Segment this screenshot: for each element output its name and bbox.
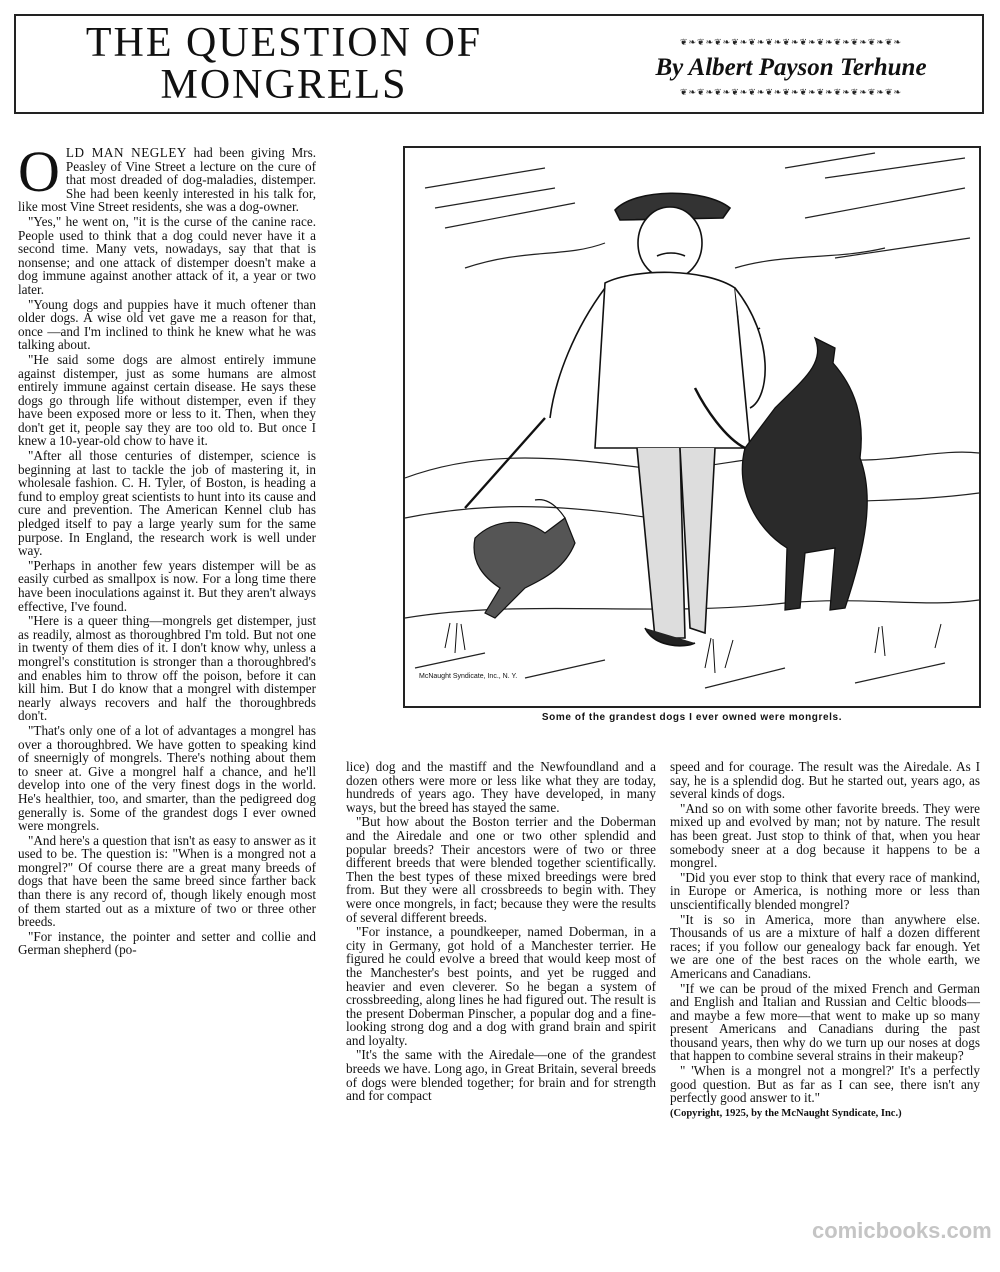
article-column-1 <box>18 139 317 1264</box>
copyright-notice: (Copyright, 1925, by the McNaught Syndicate, Inc.) <box>670 1107 902 1119</box>
paragraph: "It's the same with the Airedale—one of the grandest breeds we have. Long ago, in Great Britain, several breeds of dogs were blended together; for brain and for strength and for compact <box>346 1047 656 1104</box>
paragraph: "If we can be proud of the mixed French and German and English and Italian and Russian and Celtic bloods—and maybe a few more—that went to make up so many present Americans and Canadians during the past thousand years, then why do we turn up our noses at dogs that happen to combine several strains in their makeup? <box>670 980 980 1064</box>
drop-cap: O <box>18 139 60 204</box>
paragraph: "Perhaps in another few years distemper will be as easily curbed as smallpox is now. For a long time there have been inoculations against it. But they aren't always effective, I've found. <box>18 557 316 614</box>
byline: By Albert Payson Terhune <box>655 54 927 81</box>
watermark: comicbooks.com <box>812 1218 992 1243</box>
paragraph: "He said some dogs are almost entirely immune against distemper, just as some humans are almost entirely immune against certain disease. He says these dogs go through life without distemper, even if they have been exposed more or less to it. Then, when they don't get it, people say they are too old to. But once I knew a 10-year-old chow to have it. <box>18 351 316 449</box>
byline-block <box>606 38 976 98</box>
paragraph: "Young dogs and puppies have it much oftener than older dogs. A wise old vet gave me a reason for that, once —and I'm inclined to think he knew what he was talking about. <box>18 296 316 353</box>
paragraph: "For instance, a poundkeeper, named Doberman, in a city in Germany, got hold of a Manchester terrier. He figured he could evolve a breed that would keep most of the Manchester's best points, and yet be rugged and heavier and even cleverer. So he began a system of crossbreeding, along lines he had figured out. The result is the present Doberman Pinscher, a popular dog and a fine-looking strong dog and a dog with grand brain and spirit and loyalty. <box>346 924 656 1048</box>
paragraph: " 'When is a mongrel not a mongrel?' It's a perfectly good question. But as far as I can see, there isn't any perfectly good answer to it." <box>670 1063 980 1106</box>
paragraph: "And so on with some other favorite breeds. They were mixed up and evolved by man; not by nature. The result has been great. Just stop to think of that, when you hear somebody sneer at a dog because it happens to be a mongrel. <box>670 800 980 871</box>
paragraph: "But how about the Boston terrier and the Doberman and the Airedale and one or two other splendid and popular breeds? Their ancestors were of two or three different breeds that were blended together scientifically. Then the best types of these mixed breedings were bred from. But they were all crossbreeds to begin with. They were once mongrels, in fact; because they were the results of several different breeds. <box>346 814 656 925</box>
paragraph-1-text: had been giving Mrs. Peasley of Vine Street a lecture on the cure of that most dreaded of dog-maladies, distemper. She had been keenly interested in his talk for, like most Vine Street residents, she was a dog-owner. <box>18 145 317 215</box>
article-column-3 <box>670 760 980 1260</box>
paragraph: "Here is a queer thing—mongrels get distemper, just as readily, almost as thoroughbred I'm told. But not one in twenty of them dies of it. I don't know why, unless a mongrel's constitution is stronger than a thoroughbred's and enables him to throw off the poison, before it can kill him. But I do know that a mongrel with distemper nearly always recovers and half the thoroughbreds don't. <box>18 613 316 724</box>
illustration-man-with-dogs <box>403 146 981 708</box>
header-box <box>14 14 984 114</box>
paragraph: "For instance, the pointer and setter and collie and German shepherd (po- <box>18 928 316 958</box>
illustration-caption: Some of the grandest dogs I ever owned were mongrels. <box>541 712 843 723</box>
paragraph: lice) dog and the mastiff and the Newfoundland and a dozen others were more or less like what they are today, hundreds of years ago. They have developed, in many ways, but the breed has stayed the same. <box>346 759 656 815</box>
ornament-top: ❦❧❦❧❦❧❦❧❦❧❦❧❦❧❦❧❦❧❦❧❦❧❦❧❦❧ <box>679 38 903 48</box>
paragraph: speed and for courage. The result was the Airedale. As I say, he is a splendid dog. But he started out, years ago, as several kinds of dogs. <box>670 759 980 802</box>
paragraph: "And here's a question that isn't as easy to answer as it used to be. The question is: "When is a mongred not a mongrel?" Of course there are a great many breeds of dogs that have been the same breed since farther back than there is any record of, though likely enough most of them started out as a mixture of two or three other breeds. <box>18 832 316 930</box>
illustration-signature: McNaught Syndicate, Inc., N. Y. <box>419 673 518 680</box>
illustration-drawing <box>405 148 979 706</box>
lead-in-caps: LD MAN NEGLEY <box>65 145 187 160</box>
paragraph: "After all those centuries of distemper, science is beginning at last to tackle the job of mastering it, in wholesale fashion. C. H. Tyler, of Boston, is heading a fund to employ great scientists to hunt into its cause and cure and prevention. The American Kennel club has pledged itself to pay a large yearly sum for the same purpose. In England, the research work is well under way. <box>18 448 316 559</box>
paragraph: "It is so in America, more than anywhere else. Thousands of us are a mixture of half a dozen different races; if you follow our genealogy back far enough. Yet we are one of the best races on the whole earth, we Americans and Canadians. <box>670 911 980 981</box>
paragraph: "That's only one of a lot of advantages a mongrel has over a thoroughbred. We have gotten to speaking kind of sneernigly of mongrels. There's nothing about them to sneer at. Give a mongrel half a chance, and he'll develop into one of the very finest dogs in the world. He's healthier, too, and smarter, than the pedigreed dog generally is. Some of the grandest dogs I ever owned were mongrels. <box>18 722 316 834</box>
paragraph-1 <box>18 139 317 215</box>
ornament-bottom: ❦❧❦❧❦❧❦❧❦❧❦❧❦❧❦❧❦❧❦❧❦❧❦❧❦❧ <box>679 88 903 98</box>
article-column-2 <box>346 760 656 1260</box>
paragraph: "Yes," he went on, "it is the curse of the canine race. People used to think that a dog could never have it a second time. Many vets, nowadays, say that that is nonsense; and one attack of distemper doesn't make a dog immune against another attack of it, a year or two later. <box>18 213 316 297</box>
paragraph: "Did you ever stop to think that every race of mankind, in Europe or America, is nothing more or less than unscientifically blended mongrel? <box>670 869 980 912</box>
headline: THE QUESTION OF MONGRELS <box>85 20 483 108</box>
